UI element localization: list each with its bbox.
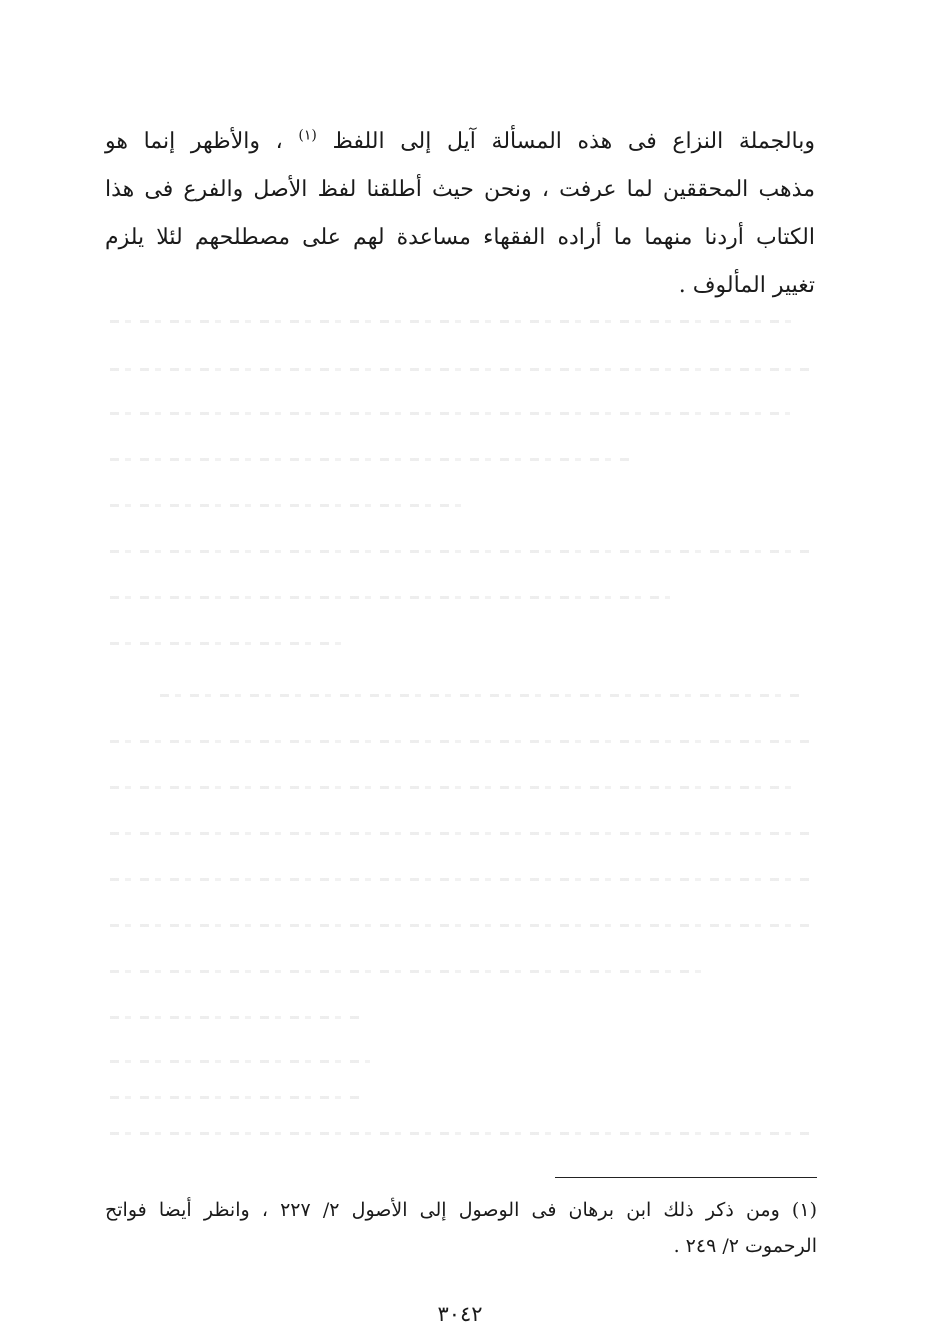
ghost-line [110,1016,360,1019]
footnote-separator [555,1177,817,1178]
ghost-line [110,368,810,371]
ghost-line [110,878,810,881]
footnote-line-1: (١) ومن ذكر ذلك ابن برهان فى الوصول إلى الأصول ٢/ ٢٢٧ ، وانظر أيضا فواتح [105,1199,817,1221]
paragraph-line-1 [105,118,815,166]
paragraph-line-4: تغيير المألوف . [678,273,815,298]
ghost-line [160,694,800,697]
ghost-line [110,1132,810,1135]
ghost-line [110,642,350,645]
ghost-line [110,924,810,927]
ghost-line [110,504,470,507]
ghost-line [110,1060,370,1063]
footnote [105,1192,817,1264]
ghost-line [110,740,810,743]
paragraph-line-3: الكتاب أردنا منهما ما أراده الفقهاء مساعدة لهم على مصطلحهم لئلا يلزم [105,225,815,250]
line-1-text: وبالجملة النزاع فى هذه المسألة آيل إلى اللفظ [332,129,815,154]
ghost-line [110,412,790,415]
ghost-line [110,320,800,323]
ghost-line [110,1096,360,1099]
ghost-line [110,786,800,789]
ghost-line [110,970,710,973]
ghost-line [110,458,630,461]
ghost-line [110,596,670,599]
ghost-line [110,832,810,835]
page-number: ٣٠٤٢ [437,1302,483,1326]
ghost-line [110,550,810,553]
paragraph-line-2: مذهب المحققين لما عرفت ، ونحن حيث أطلقنا لفظ الأصل والفرع فى هذا [105,177,815,202]
bleed-through-area [100,270,820,1170]
line-1-tail: ، والأظهر إنما هو [105,129,299,154]
footnote-line-2: الرحموت ٢/ ٢٤٩ . [673,1235,817,1257]
footnote-reference[interactable]: (١) [298,127,317,144]
